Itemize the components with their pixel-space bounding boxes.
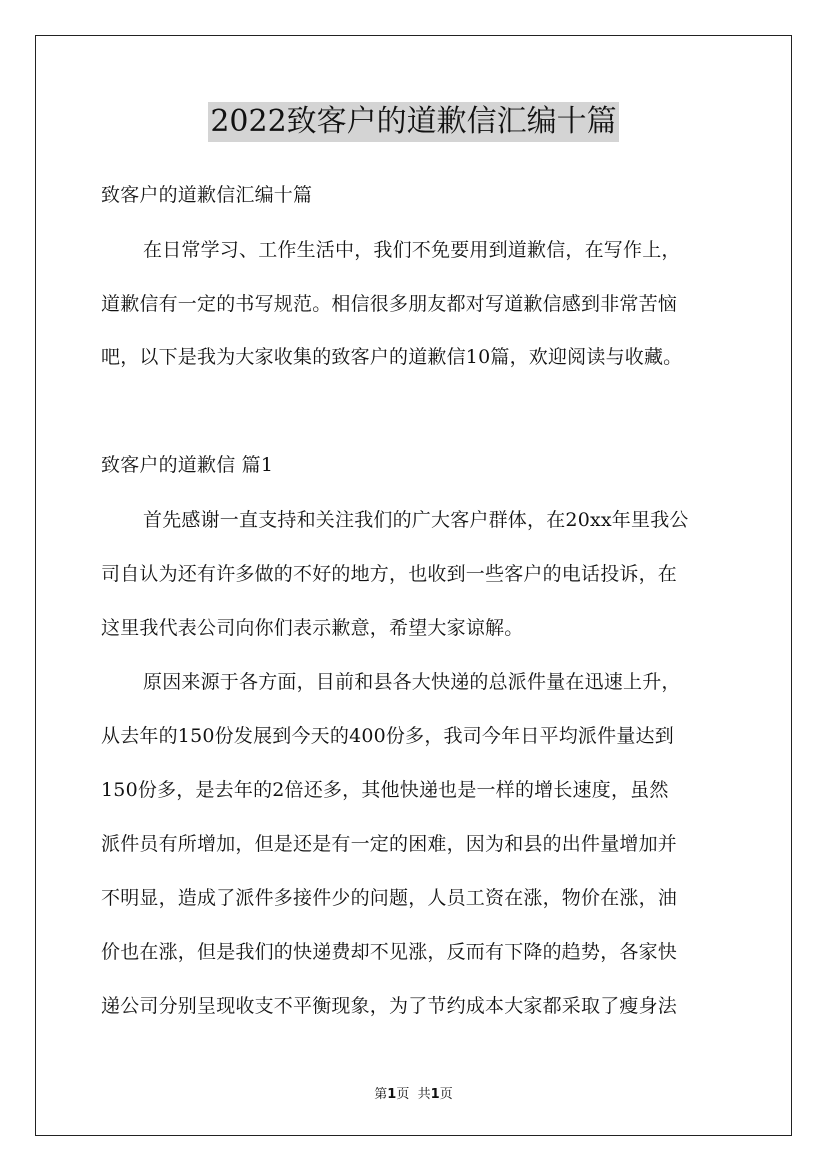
footer-total-prefix: 共 bbox=[417, 1087, 431, 1102]
footer-total-number: 1 bbox=[430, 1087, 440, 1102]
paragraph2-line-2: 从去年的150份发展到今天的400份多，我司今年日平均派件量达到 bbox=[101, 725, 674, 747]
paragraph1-line-2: 司自认为还有许多做的不好的地方，也收到一些客户的电话投诉，在 bbox=[101, 563, 678, 585]
paragraph2-line-1: 原因来源于各方面，目前和县各大快递的总派件量在迅速上升， bbox=[143, 671, 681, 693]
paragraph2-line-6: 价也在涨，但是我们的快递费却不见涨，反而有下降的趋势，各家快 bbox=[101, 941, 678, 963]
footer-page-number: 1 bbox=[387, 1087, 397, 1102]
paragraph2-line-4: 派件员有所增加，但是还是有一定的困难，因为和县的出件量增加并 bbox=[101, 833, 678, 855]
intro-line-3: 吧，以下是我为大家收集的致客户的道歉信10篇，欢迎阅读与收藏。 bbox=[101, 346, 683, 368]
footer-page-suffix: 页 bbox=[396, 1087, 410, 1102]
document-title-container bbox=[0, 102, 827, 142]
paragraph1-line-1: 首先感谢一直支持和关注我们的广大客户群体，在20xx年里我公 bbox=[143, 509, 689, 531]
document-title: 2022致客户的道歉信汇编十篇 bbox=[208, 102, 618, 142]
footer-total-suffix: 页 bbox=[439, 1087, 453, 1102]
page-footer bbox=[0, 1083, 827, 1102]
intro-line-1: 在日常学习、工作生活中，我们不免要用到道歉信，在写作上， bbox=[143, 239, 681, 261]
paragraph2-line-3: 150份多，是去年的2倍还多，其他快递也是一样的增长速度，虽然 bbox=[101, 779, 669, 801]
footer-page-prefix: 第 bbox=[374, 1087, 388, 1102]
section-heading: 致客户的道歉信 篇1 bbox=[101, 454, 274, 476]
paragraph2-line-7: 递公司分别呈现收支不平衡现象，为了节约成本大家都采取了瘦身法 bbox=[101, 995, 678, 1017]
paragraph2-line-5: 不明显，造成了派件多接件少的问题，人员工资在涨，物价在涨，油 bbox=[101, 887, 678, 909]
document-subtitle: 致客户的道歉信汇编十篇 bbox=[101, 184, 313, 206]
paragraph1-line-3: 这里我代表公司向你们表示歉意，希望大家谅解。 bbox=[101, 617, 524, 639]
intro-line-2: 道歉信有一定的书写规范。相信很多朋友都对写道歉信感到非常苦恼 bbox=[101, 293, 678, 315]
